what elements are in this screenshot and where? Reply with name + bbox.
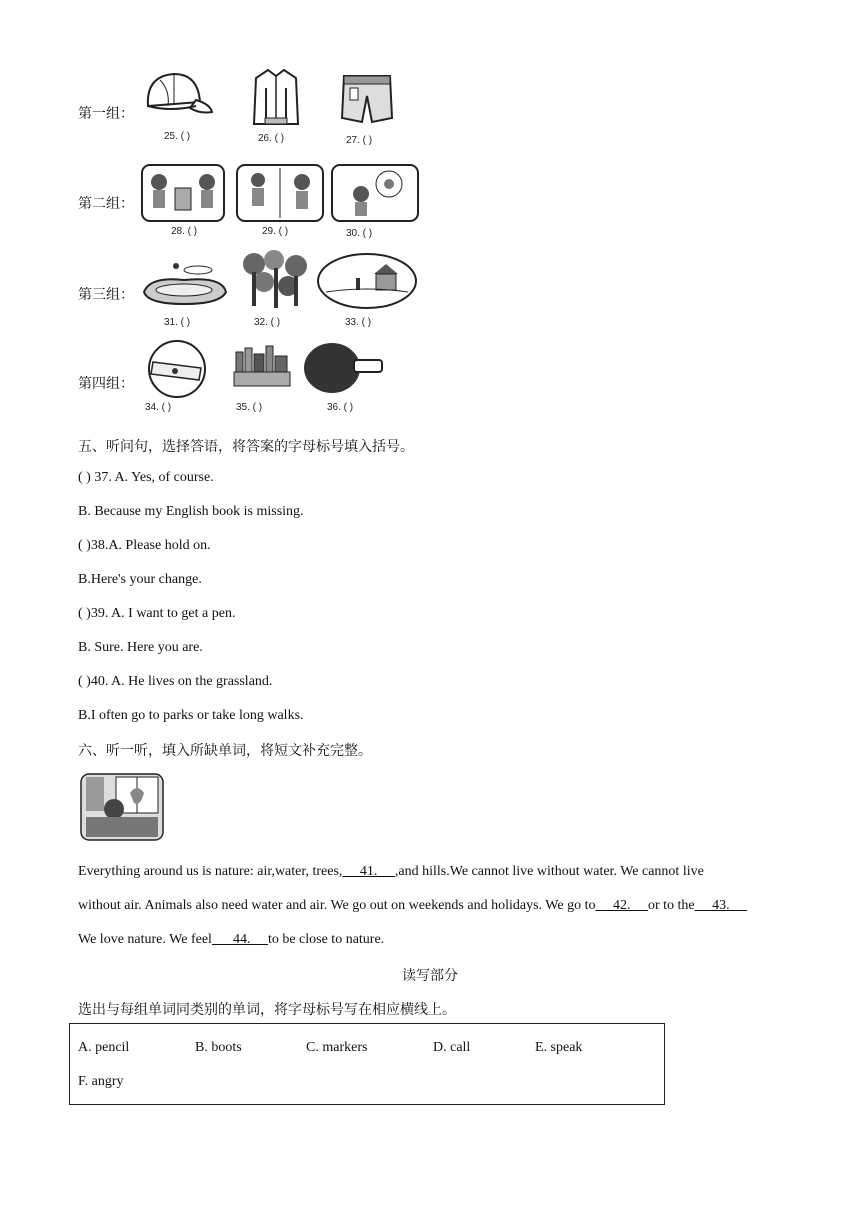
word-options-box	[69, 1023, 665, 1105]
option-a: A. pencil	[78, 1040, 130, 1055]
question-39-b: B. Sure. Here you are.	[78, 640, 203, 655]
question-37-b: B. Because my English book is missing.	[78, 504, 304, 519]
cap-icon	[140, 66, 214, 124]
option-f: F. angry	[78, 1074, 124, 1089]
caption-31: 31. ( )	[164, 317, 191, 328]
option-c: C. markers	[306, 1040, 368, 1055]
crayons-icon	[232, 342, 292, 390]
caption-30: 30. ( )	[346, 228, 373, 239]
question-39-a: ( )39. A. I want to get a pen.	[78, 606, 236, 621]
option-b: B. boots	[195, 1040, 242, 1055]
village-icon	[316, 252, 418, 310]
blank-41: 41.	[342, 864, 395, 879]
reading-writing-instruction: 选出与每组单词同类别的单词，将字母标号写在相应横线上。	[78, 1003, 456, 1018]
caption-26: 26. ( )	[258, 133, 285, 144]
kids-talking-icon	[236, 164, 324, 222]
caption-36: 36. ( )	[327, 402, 354, 413]
caption-25: 25. ( )	[164, 131, 191, 142]
passage-line-2	[78, 898, 747, 914]
question-38-b: B.Here's your change.	[78, 572, 202, 587]
passage-text-2b: or to the	[647, 898, 695, 913]
passage-text-3b: to be close to nature.	[267, 932, 385, 947]
passage-line-3	[78, 932, 384, 948]
caption-34: 34. ( )	[145, 402, 172, 413]
caption-27: 27. ( )	[346, 135, 373, 146]
group-label-4: 第四组：	[78, 377, 134, 392]
caption-28: 28. ( )	[171, 226, 198, 237]
passage-line-1	[78, 864, 704, 880]
reading-writing-heading: 读写部分	[402, 969, 458, 984]
blank-44: 44.	[211, 932, 268, 947]
passage-text-1a: Everything around us is nature: air,water, trees,	[78, 864, 343, 879]
caption-29: 29. ( )	[262, 226, 289, 237]
question-40-a: ( )40. A. He lives on the grassland.	[78, 674, 273, 689]
jacket-icon	[252, 66, 300, 128]
lake-icon	[140, 258, 230, 310]
kids-with-box-icon	[141, 164, 225, 222]
question-38-a: ( )38.A. Please hold on.	[78, 538, 211, 553]
question-40-b: B.I often go to parks or take long walks.	[78, 708, 304, 723]
section5-title: 五、听问句，选择答语，将答案的字母标号填入括号。	[78, 440, 414, 455]
trees-icon	[240, 250, 312, 312]
section6-title: 六、听一听，填入所缺单词，将短文补充完整。	[78, 744, 372, 759]
blank-43: 43.	[694, 898, 748, 913]
option-e: E. speak	[535, 1040, 583, 1055]
group-label-1: 第一组：	[78, 107, 134, 122]
caption-35: 35. ( )	[236, 402, 263, 413]
passage-text-3a: We love nature. We feel	[78, 932, 212, 947]
caption-32: 32. ( )	[254, 317, 281, 328]
caption-33: 33. ( )	[345, 317, 372, 328]
group-label-3: 第三组：	[78, 288, 134, 303]
kid-thinking-icon	[331, 164, 419, 222]
passage-text-2a: without air. Animals also need water and air. We go out on weekends and holidays. We go to	[78, 898, 596, 913]
blank-42: 42.	[595, 898, 648, 913]
option-d: D. call	[433, 1040, 471, 1055]
ping-pong-paddle-icon	[302, 340, 386, 394]
pencil-sharpener-icon	[143, 340, 211, 398]
shorts-icon	[340, 72, 394, 128]
question-37-a: ( ) 37. A. Yes, of course.	[78, 470, 214, 485]
passage-text-1b: ,and hills.We cannot live without water. We cannot live	[394, 864, 704, 879]
person-by-window-icon	[80, 773, 164, 841]
group-label-2: 第二组：	[78, 197, 134, 212]
